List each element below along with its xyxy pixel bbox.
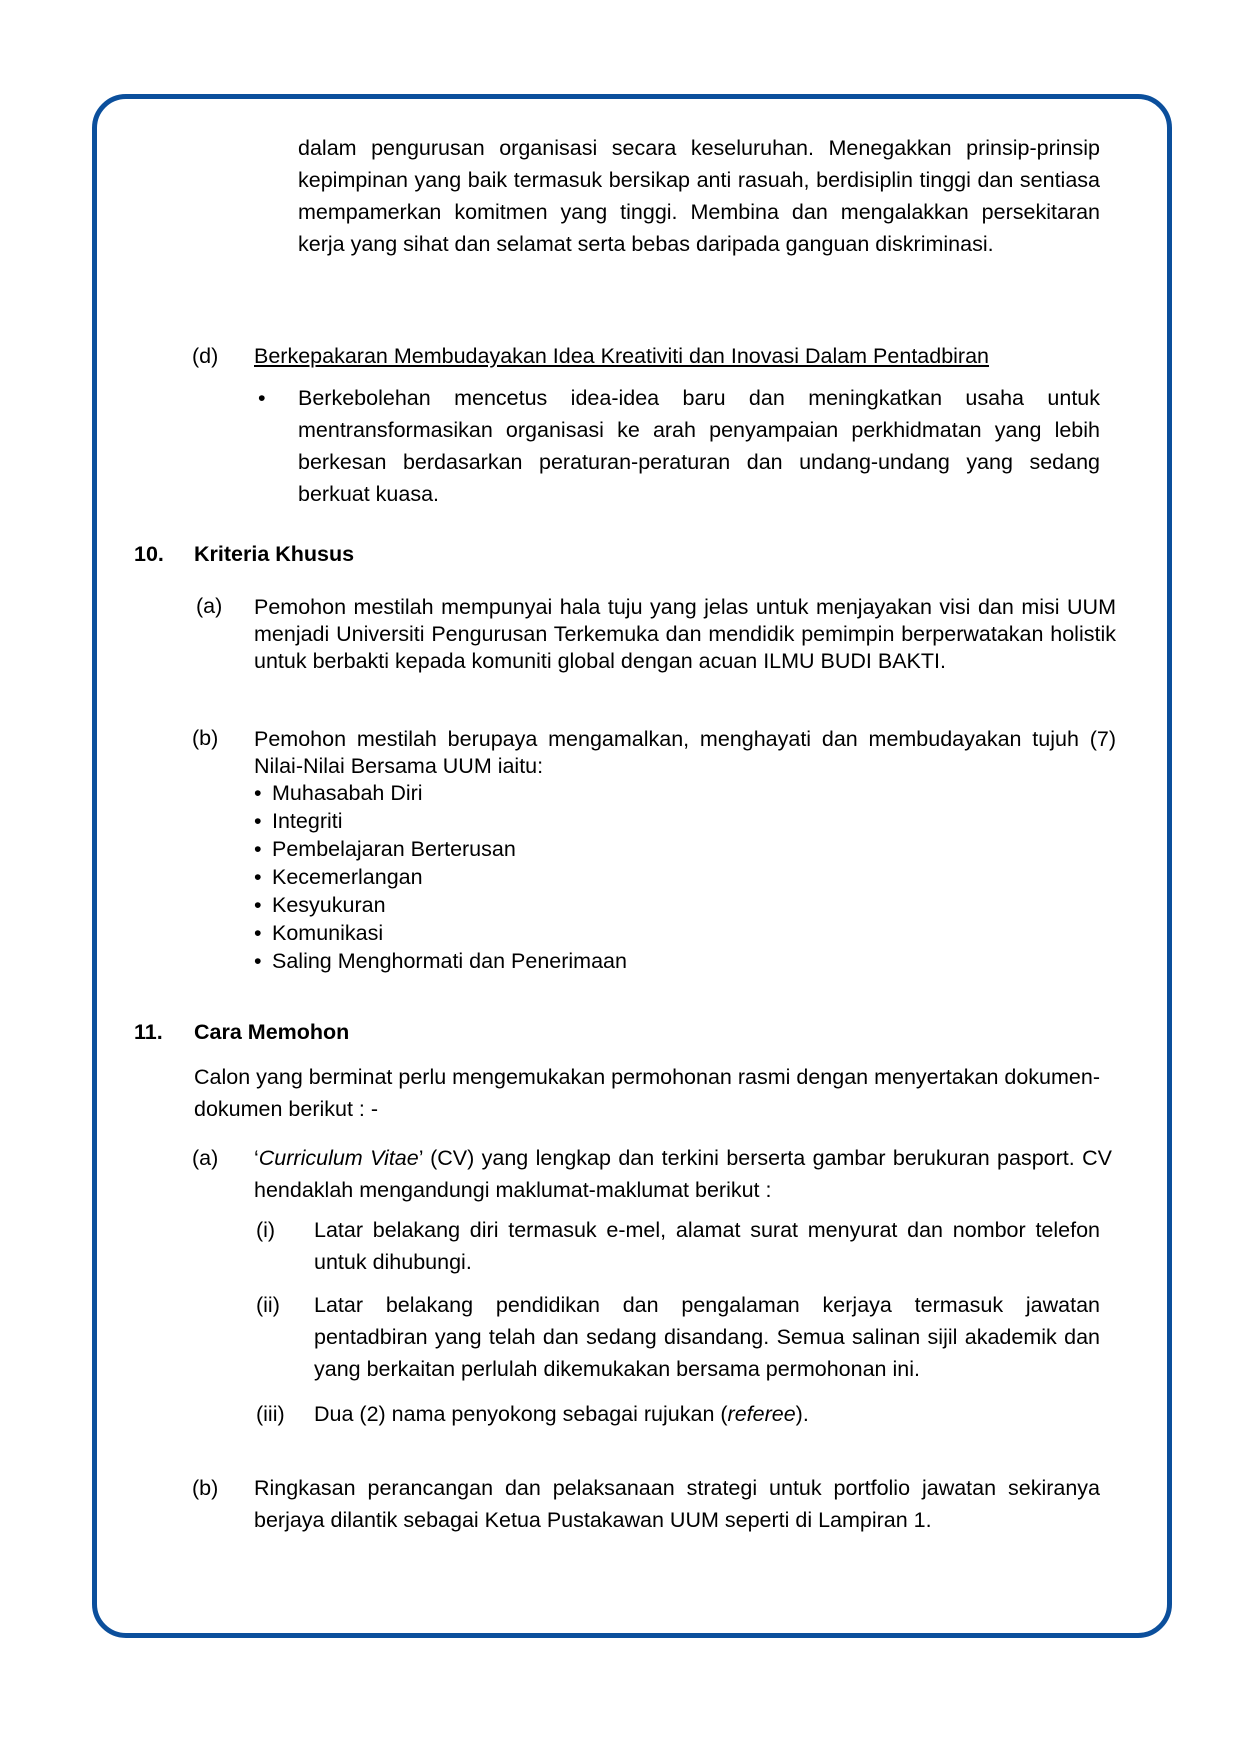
section-11-a-text: ‘Curriculum Vitae’ (CV) yang lengkap dan terkini berserta gambar berukuran pasport. CV hendaklah mengandungi maklumat-maklumat berikut : xyxy=(254,1146,1112,1202)
section-10-a-text: Pemohon mestilah mempunyai hala tuju yang jelas untuk menjayakan visi dan misi UUM menjadi Universiti Pengurusan Terkemuka dan mendidik pemimpin berperwatakan holistik untuk berbakti kepada komuniti global dengan acuan ILMU BUDI BAKTI. xyxy=(254,595,1116,673)
list-item: • Muhasabah Diri xyxy=(254,781,423,805)
section-11-number: 11. xyxy=(134,1020,163,1044)
subitem-iii-text: Dua (2) nama penyokong sebagai rujukan (referee). xyxy=(314,1402,809,1426)
section-10-number: 10. xyxy=(134,542,164,566)
bullet-icon: • xyxy=(254,893,262,917)
section-11-intro: Calon yang berminat perlu mengemukakan permohonan rasmi dengan menyertakan dokumen-dokumen berikut : - xyxy=(194,1065,1100,1121)
section-11-b-text: Ringkasan perancangan dan pelaksanaan strategi untuk portfolio jawatan sekiranya berjaya dilantik sebagai Ketua Pustakawan UUM seperti di Lampiran 1. xyxy=(254,1476,1100,1532)
list-item: • Saling Menghormati dan Penerimaan xyxy=(254,949,627,973)
subitem-ii-text: Latar belakang pendidikan dan pengalaman kerjaya termasuk jawatan pentadbiran yang telah dan sedang disandang. Semua salinan sijil akademik dan yang berkaitan perlulah dikemukakan bersama permohonan ini. xyxy=(314,1293,1100,1381)
bullet-icon: • xyxy=(254,781,262,805)
section-10-b-label: (b) xyxy=(192,726,219,750)
section-10-a-label: (a) xyxy=(196,594,223,618)
shared-values-list xyxy=(254,779,627,975)
bullet-icon: • xyxy=(254,809,262,833)
item-d-text: Berkebolehan mencetus idea-idea baru dan meningkatkan usaha untuk mentransformasikan organisasi ke arah penyampaian perkhidmatan yang lebih berkesan berdasarkan peraturan-peraturan dan undang-undang yang sedang berkuat kuasa. xyxy=(298,386,1100,506)
bullet-icon: • xyxy=(258,386,266,410)
subitem-i-label: (i) xyxy=(256,1218,276,1242)
list-item: • Integriti xyxy=(254,809,343,833)
section-11-a-label: (a) xyxy=(192,1146,219,1170)
section-11-title: Cara Memohon xyxy=(194,1020,350,1044)
subitem-i-text: Latar belakang diri termasuk e-mel, alamat surat menyurat dan nombor telefon untuk dihubungi. xyxy=(314,1218,1100,1274)
list-item: • Pembelajaran Berterusan xyxy=(254,837,516,861)
section-11-b-label: (b) xyxy=(192,1476,219,1500)
bullet-icon: • xyxy=(254,837,262,861)
item-d-title: Berkepakaran Membudayakan Idea Kreativiti dan Inovasi Dalam Pentadbiran xyxy=(254,344,990,368)
bullet-icon: • xyxy=(254,865,262,889)
list-item: • Kesyukuran xyxy=(254,893,386,917)
list-item: • Kecemerlangan xyxy=(254,865,423,889)
referee-term: referee xyxy=(727,1402,796,1426)
bullet-icon: • xyxy=(254,949,262,973)
continuation-paragraph: dalam pengurusan organisasi secara keseluruhan. Menegakkan prinsip-prinsip kepimpinan yang baik termasuk bersikap anti rasuah, berdisiplin tinggi dan sentiasa mempamerkan komitmen yang tinggi. Membina dan mengalakkan persekitaran kerja yang sihat dan selamat serta bebas daripada ganguan diskriminasi. xyxy=(298,136,1100,256)
bullet-icon: • xyxy=(254,921,262,945)
list-item: • Komunikasi xyxy=(254,921,384,945)
subitem-iii-label: (iii) xyxy=(256,1402,285,1426)
subitem-ii-label: (ii) xyxy=(256,1293,280,1317)
cv-term: Curriculum Vitae xyxy=(258,1146,419,1170)
section-10-title: Kriteria Khusus xyxy=(194,542,355,566)
section-10-b-text: Pemohon mestilah berupaya mengamalkan, menghayati dan membudayakan tujuh (7) Nilai-Nilai Bersama UUM iaitu: xyxy=(254,727,1116,778)
item-d-label: (d) xyxy=(192,344,219,368)
